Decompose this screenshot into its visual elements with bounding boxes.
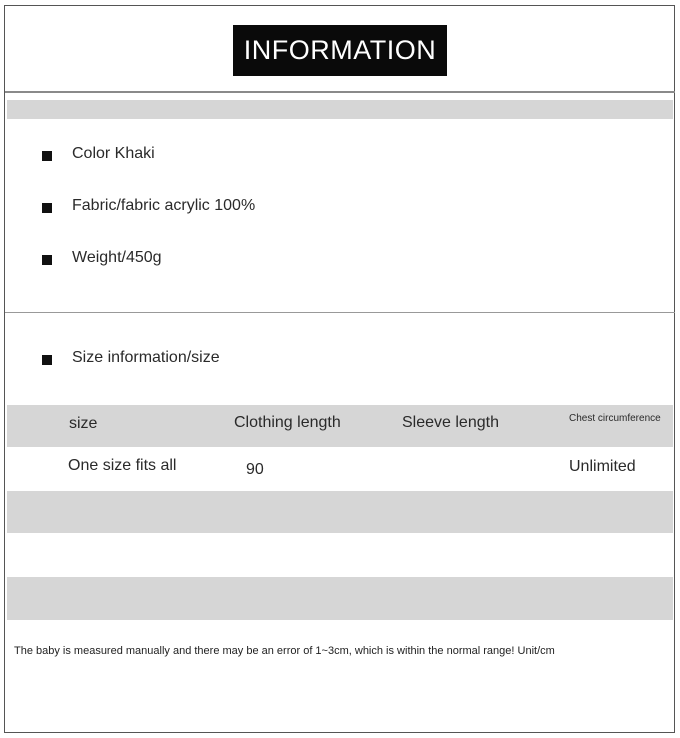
square-bullet-icon [42, 151, 52, 161]
table-header-chest: Chest circumference [569, 413, 661, 424]
attribute-weight [42, 249, 162, 267]
table-header-size: size [69, 415, 98, 432]
table-empty-row [7, 491, 673, 533]
attribute-text: Weight/450g [72, 249, 162, 266]
header-gray-band [7, 100, 673, 119]
attribute-text: Fabric/fabric acrylic 100% [72, 197, 256, 214]
measurement-note: The baby is measured manually and there may be an error of 1~3cm, which is within the normal range! Unit/cm [14, 645, 555, 657]
attribute-fabric [42, 197, 255, 215]
table-cell-chest: Unlimited [569, 458, 636, 475]
table-header-clothing-length: Clothing length [234, 414, 341, 431]
size-heading-text: Size information/size [72, 349, 220, 366]
square-bullet-icon [42, 355, 52, 365]
attribute-color [42, 145, 155, 163]
square-bullet-icon [42, 255, 52, 265]
size-section-heading [42, 349, 220, 367]
page-title [233, 25, 447, 76]
page-title-text: INFORMATION [243, 35, 437, 65]
square-bullet-icon [42, 203, 52, 213]
table-cell-clothing-length: 90 [246, 461, 264, 478]
table-empty-row [7, 577, 673, 620]
header-divider [5, 91, 675, 93]
section-divider [5, 312, 675, 313]
table-header-sleeve-length: Sleeve length [402, 414, 499, 431]
table-cell-size: One size fits all [68, 457, 177, 474]
attribute-text: Color Khaki [72, 145, 155, 162]
